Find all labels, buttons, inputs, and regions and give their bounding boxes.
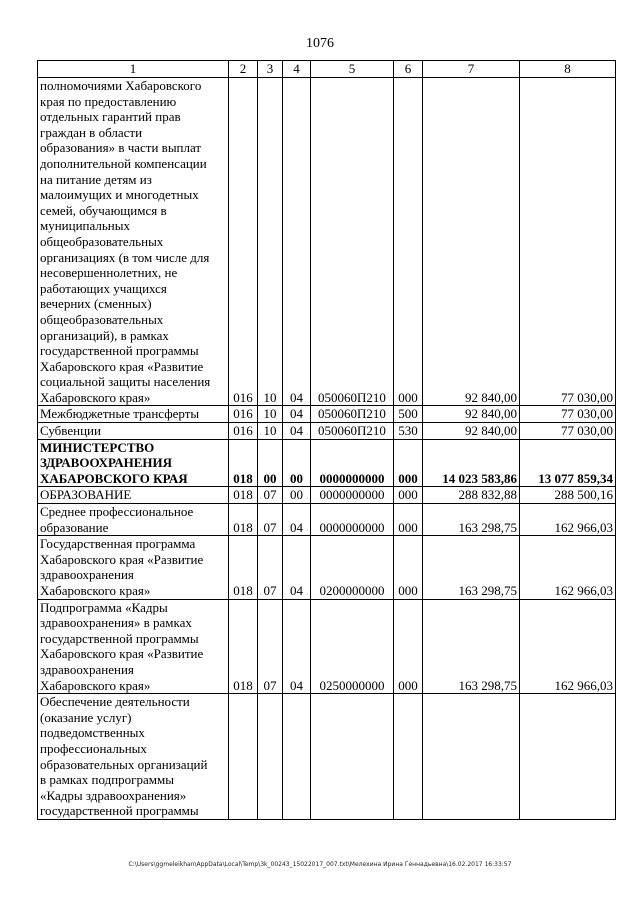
amount-year1-cell: 163 298,75 [423, 599, 520, 694]
amount-year2-cell [520, 694, 616, 820]
table-row [38, 694, 616, 820]
row-name-line: социальной защиты населения [40, 374, 211, 390]
expense-type-cell: 530 [394, 423, 423, 440]
row-name-line: семей, обучающимся в [40, 202, 167, 218]
header-cell: 6 [394, 61, 423, 78]
section-code-cell: 07 [258, 599, 283, 694]
row-name-line: Среднее профессиональное [40, 504, 194, 520]
expense-type-cell: 000 [394, 504, 423, 536]
section-code-cell: 10 [258, 78, 283, 406]
row-name-line: образование [40, 519, 109, 535]
target-article-cell: 0000000000 [311, 504, 394, 536]
row-name-line: «Кадры здравоохранения» [40, 787, 187, 803]
table-row [38, 504, 616, 536]
table-row [38, 423, 616, 440]
target-article-cell: 050060П210 [311, 406, 394, 423]
header-cell: 5 [311, 61, 394, 78]
row-name-line: ХАБАРОВСКОГО КРАЯ [40, 470, 188, 486]
row-name-line: общеобразовательных [40, 233, 164, 249]
row-name-line: работающих учащихся [40, 280, 167, 296]
table-row [38, 406, 616, 423]
subsection-code-cell [283, 694, 311, 820]
expense-type-cell: 500 [394, 406, 423, 423]
section-code-cell: 07 [258, 504, 283, 536]
row-name-line: МИНИСТЕРСТВО [40, 439, 155, 455]
ministry-code-cell: 016 [229, 406, 258, 423]
row-name-line: Хабаровского края «Развитие [40, 646, 204, 662]
expense-type-cell: 000 [394, 78, 423, 406]
section-code-cell [258, 694, 283, 820]
row-name-line: отдельных гарантий прав [40, 109, 181, 125]
target-article-cell: 050060П210 [311, 78, 394, 406]
ministry-code-cell: 018 [229, 439, 258, 487]
row-name-line: Хабаровского края» [40, 583, 151, 598]
section-code-cell: 07 [258, 536, 283, 599]
row-name-line: Обеспечение деятельности [40, 694, 190, 710]
footer-file-path: C:\Users\ggmeleikhan\AppData\Local\Temp\3k_00243_15022017_007.txt\Мелехина Ирина Геннадьевна\16.02.2017 16:33:57 [128, 861, 512, 868]
row-name-line: государственной программы [40, 343, 199, 359]
row-name-line: здравоохранения [40, 567, 134, 583]
amount-year1-cell: 288 832,88 [423, 487, 520, 504]
row-name-line: ЗДРАВООХРАНЕНИЯ [40, 455, 173, 471]
row-name-line: несовершеннолетних, не [40, 265, 178, 281]
row-name-line: Хабаровского края» [40, 389, 151, 405]
expense-type-cell: 000 [394, 599, 423, 694]
page-number: 1076 [306, 36, 334, 51]
header-cell: 3 [258, 61, 283, 78]
row-name-line: полномочиями Хабаровского [40, 78, 202, 93]
row-name-cell [38, 504, 229, 536]
row-name-cell [38, 487, 229, 504]
expense-type-cell [394, 694, 423, 820]
row-name-line: вечерних (сменных) [40, 296, 152, 312]
table-row [38, 439, 616, 487]
subsection-code-cell: 00 [283, 487, 311, 504]
amount-year1-cell [423, 694, 520, 820]
target-article-cell: 0200000000 [311, 536, 394, 599]
row-name-line: (оказание услуг) [40, 709, 132, 725]
target-article-cell: 050060П210 [311, 423, 394, 440]
subsection-code-cell: 04 [283, 599, 311, 694]
subsection-code-cell: 04 [283, 536, 311, 599]
row-name-line: Хабаровского края «Развитие [40, 358, 204, 374]
subsection-code-cell: 00 [283, 439, 311, 487]
amount-year1-cell: 92 840,00 [423, 78, 520, 406]
expense-type-cell: 000 [394, 487, 423, 504]
amount-year2-cell: 162 966,03 [520, 536, 616, 599]
ministry-code-cell: 018 [229, 536, 258, 599]
row-name-line: края по предоставлению [40, 93, 177, 109]
header-cell: 4 [283, 61, 311, 78]
row-name-line: государственной программы [40, 803, 199, 819]
target-article-cell: 0000000000 [311, 487, 394, 504]
row-name-line: Субвенции [40, 423, 101, 439]
header-cell: 7 [423, 61, 520, 78]
row-name-line: малоимущих и многодетных [40, 187, 199, 203]
row-name-line: организаций), в рамках [40, 327, 169, 343]
amount-year2-cell: 13 077 859,34 [520, 439, 616, 487]
row-name-line: Подпрограмма «Кадры [40, 599, 168, 615]
row-name-cell [38, 406, 229, 423]
section-code-cell: 07 [258, 487, 283, 504]
row-name-line: Хабаровского края «Развитие [40, 551, 204, 567]
amount-year1-cell: 92 840,00 [423, 423, 520, 440]
table-row [38, 78, 616, 406]
ministry-code-cell: 016 [229, 78, 258, 406]
table-row [38, 487, 616, 504]
amount-year2-cell: 288 500,16 [520, 487, 616, 504]
row-name-cell [38, 439, 229, 487]
row-name-cell [38, 599, 229, 694]
row-name-line: образовательных организаций [40, 756, 208, 772]
row-name-line: Государственная программа [40, 536, 196, 552]
header-cell: 8 [520, 61, 616, 78]
section-code-cell: 10 [258, 406, 283, 423]
row-name-line: Межбюджетные трансферты [40, 406, 200, 422]
amount-year1-cell: 163 298,75 [423, 504, 520, 536]
row-name-line: профессиональных [40, 740, 147, 756]
row-name-line: муниципальных [40, 218, 131, 234]
amount-year2-cell: 77 030,00 [520, 406, 616, 423]
amount-year1-cell: 163 298,75 [423, 536, 520, 599]
table-row [38, 536, 616, 599]
ministry-code-cell: 018 [229, 504, 258, 536]
amount-year1-cell: 92 840,00 [423, 406, 520, 423]
header-cell: 2 [229, 61, 258, 78]
row-name-line: ОБРАЗОВАНИЕ [40, 487, 132, 503]
header-cell: 1 [38, 61, 229, 78]
amount-year2-cell: 77 030,00 [520, 423, 616, 440]
row-name-line: общеобразовательных [40, 311, 164, 327]
row-name-line: организациях (в том числе для [40, 249, 210, 265]
table-row [38, 599, 616, 694]
row-name-line: государственной программы [40, 630, 199, 646]
amount-year2-cell: 162 966,03 [520, 599, 616, 694]
amount-year2-cell: 162 966,03 [520, 504, 616, 536]
expense-type-cell: 000 [394, 536, 423, 599]
row-name-line: образования» в части выплат [40, 140, 202, 156]
section-code-cell: 10 [258, 423, 283, 440]
ministry-code-cell [229, 694, 258, 820]
amount-year2-cell: 77 030,00 [520, 78, 616, 406]
ministry-code-cell: 018 [229, 599, 258, 694]
ministry-code-cell: 016 [229, 423, 258, 440]
subsection-code-cell: 04 [283, 504, 311, 536]
target-article-cell: 0000000000 [311, 439, 394, 487]
table-body [38, 78, 616, 820]
target-article-cell [311, 694, 394, 820]
row-name-cell [38, 536, 229, 599]
row-name-line: здравоохранения [40, 661, 134, 677]
row-name-line: дополнительной компенсации [40, 155, 207, 171]
ministry-code-cell: 018 [229, 487, 258, 504]
amount-year1-cell: 14 023 583,86 [423, 439, 520, 487]
budget-table [37, 60, 616, 820]
expense-type-cell: 000 [394, 439, 423, 487]
row-name-cell [38, 78, 229, 406]
row-name-line: подведомственных [40, 725, 145, 741]
row-name-line: здравоохранения» в рамках [40, 615, 192, 631]
subsection-code-cell: 04 [283, 423, 311, 440]
target-article-cell: 0250000000 [311, 599, 394, 694]
row-name-cell [38, 694, 229, 820]
table-header-row [38, 61, 616, 78]
row-name-line: в рамках подпрограммы [40, 772, 174, 788]
subsection-code-cell: 04 [283, 406, 311, 423]
row-name-cell [38, 423, 229, 440]
section-code-cell: 00 [258, 439, 283, 487]
row-name-line: на питание детям из [40, 171, 152, 187]
row-name-line: граждан в области [40, 124, 143, 140]
row-name-line: Хабаровского края» [40, 677, 151, 693]
subsection-code-cell: 04 [283, 78, 311, 406]
